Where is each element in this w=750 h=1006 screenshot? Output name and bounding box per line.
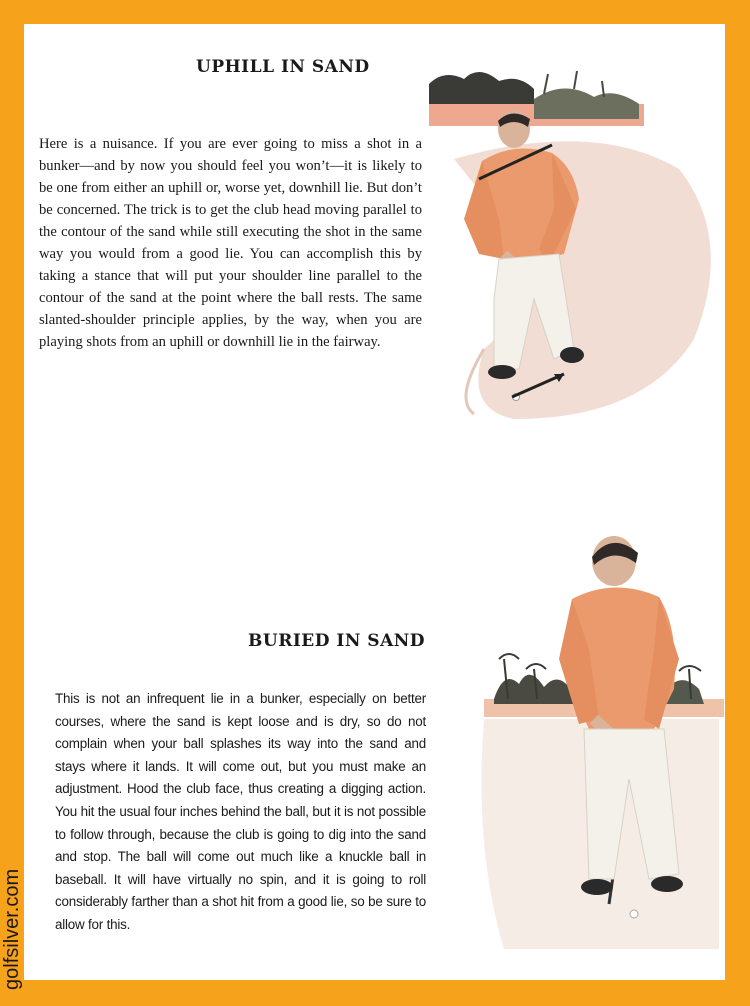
section-body-uphill: Here is a nuisance. If you are ever going to miss a shot in a bunker—and by now you should feel you won’t—it is likely to be one from either an uphill or, worse yet, downhill lie. But don’t be concerned. The trick is to get the club head moving parallel to the contour of the sand while still executing the shot in the same way you would from a good lie. You can accomplish this by taking a stance that will put your shoulder line parallel to the contour of the sand at the point where the ball rests. The same slanted-shoulder principle applies, by the way, when you are playing shots from an uphill or downhill lie in the fairway.: [39, 136, 422, 350]
magazine-page: [24, 24, 725, 980]
section-title-uphill: UPHILL IN SAND: [196, 57, 370, 77]
section-body-buried: This is not an infrequent lie in a bunker, especially on better courses, where the sand is kept loose and is dry, so do not complain when your ball splashes its way into the sand and stays where it lands. It will come out, but you must make an adjustment. Hood the club face, thus creating a digging action. You hit the usual four inches behind the ball, but it is not possible to follow through, because the club is going to dig into the sand and stop. The ball will come out much like a knuckle ball in baseball. It will have virtually no spin, and it is going to roll considerably farther than a shot hit from a good lie, so be sure to allow for this.: [55, 691, 426, 932]
watermark-text: golfsilver.com: [1, 868, 23, 990]
uphill-golfer-illustration: [424, 49, 724, 429]
buried-golfer-illustration: [464, 519, 724, 949]
section-title-buried: BURIED IN SAND: [248, 631, 426, 651]
